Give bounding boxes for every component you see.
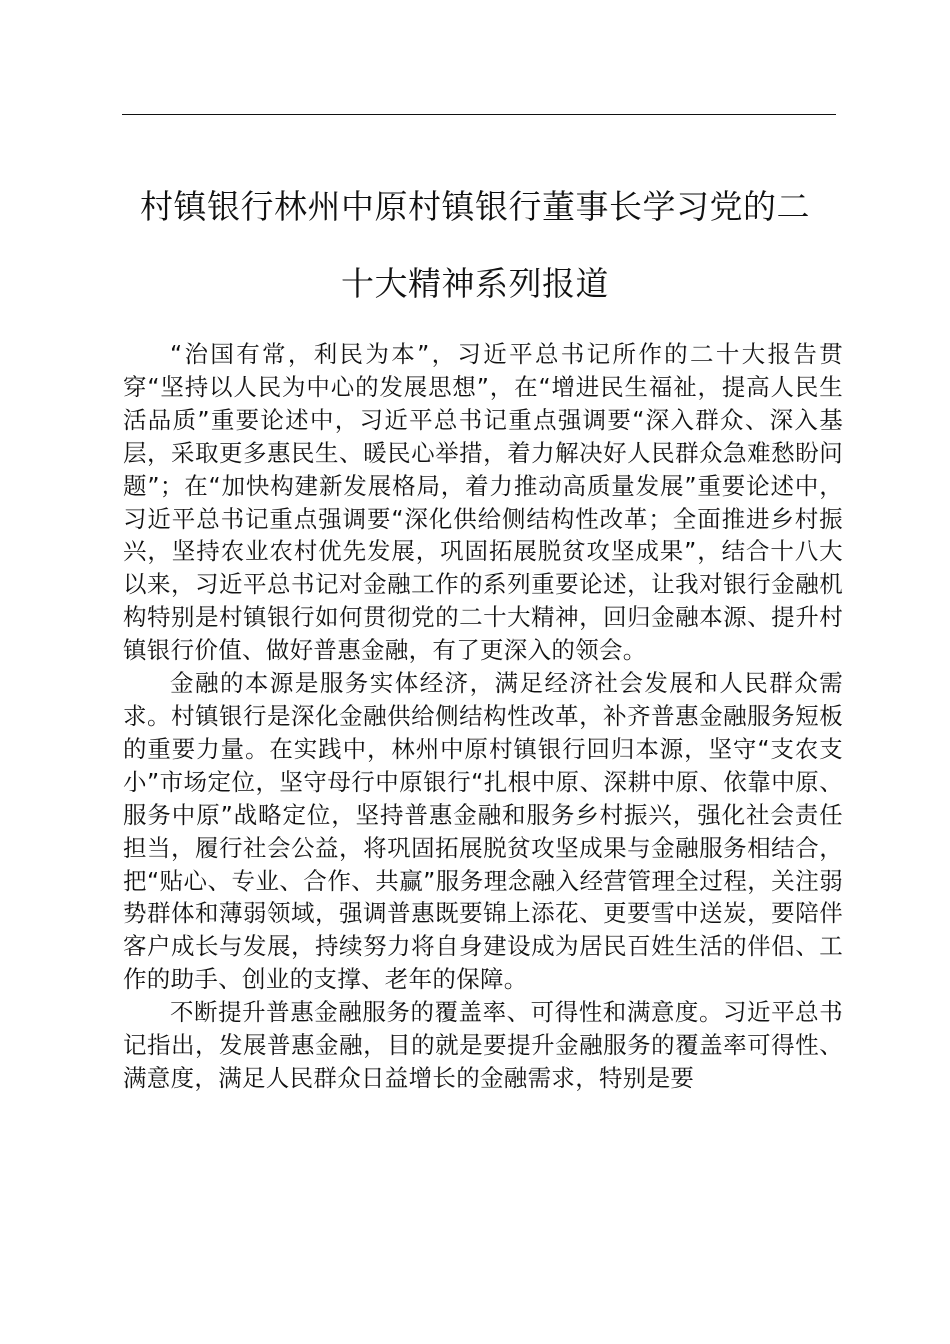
paragraph: 不断提升普惠金融服务的覆盖率、可得性和满意度。习近平总书记指出，发展普惠金融，目的就是要提升金融服务的覆盖率可得性、满意度，满足人民群众日益增长的金融需求，特别是要: [123, 998, 843, 1092]
title-line: 村镇银行林州中原村镇银行董事长学习党的二: [140, 187, 810, 226]
paragraph: 金融的本源是服务实体经济，满足经济社会发展和人民群众需求。村镇银行是深化金融供给侧结构性改革，补齐普惠金融服务短板的重要力量。在实践中，林州中原村镇银行回归本源，坚守“支农支小”市场定位，坚守母行中原银行“扎根中原、深耕中原、依靠中原、服务中原”战略定位，坚持普惠金融和服务乡村振兴，强化社会责任担当，履行社会公益，将巩固拓展脱贫攻坚成果与金融服务相结合，把“贴心、专业、合作、共赢”服务理念融入经营管理全过程，关注弱势群体和薄弱领域，强调普惠既要锦上添花、更要雪中送炭，要陪伴客户成长与发展，持续努力将自身建设成为居民百姓生活的伴侣、工作的助手、创业的支撑、老年的保障。: [123, 669, 843, 994]
title-line: 十大精神系列报道: [341, 264, 609, 303]
header-rule: [122, 114, 836, 115]
document-body: [123, 338, 843, 1095]
document-title: [110, 168, 840, 322]
paragraph: “治国有常，利民为本”，习近平总书记所作的二十大报告贯穿“坚持以人民为中心的发展思想”，在“增进民生福祉，提高人民生活品质”重要论述中，习近平总书记重点强调要“深入群众、深入基层，采取更多惠民生、暖民心举措，着力解决好人民群众急难愁盼问题”；在“加快构建新发展格局，着力推动高质量发展”重要论述中，习近平总书记重点强调要“深化供给侧结构性改革；全面推进乡村振兴，坚持农业农村优先发展，巩固拓展脱贫攻坚成果”，结合十八大以来，习近平总书记对金融工作的系列重要论述，让我对银行金融机构特别是村镇银行如何贯彻党的二十大精神，回归金融本源、提升村镇银行价值、做好普惠金融，有了更深入的领会。: [123, 340, 843, 665]
